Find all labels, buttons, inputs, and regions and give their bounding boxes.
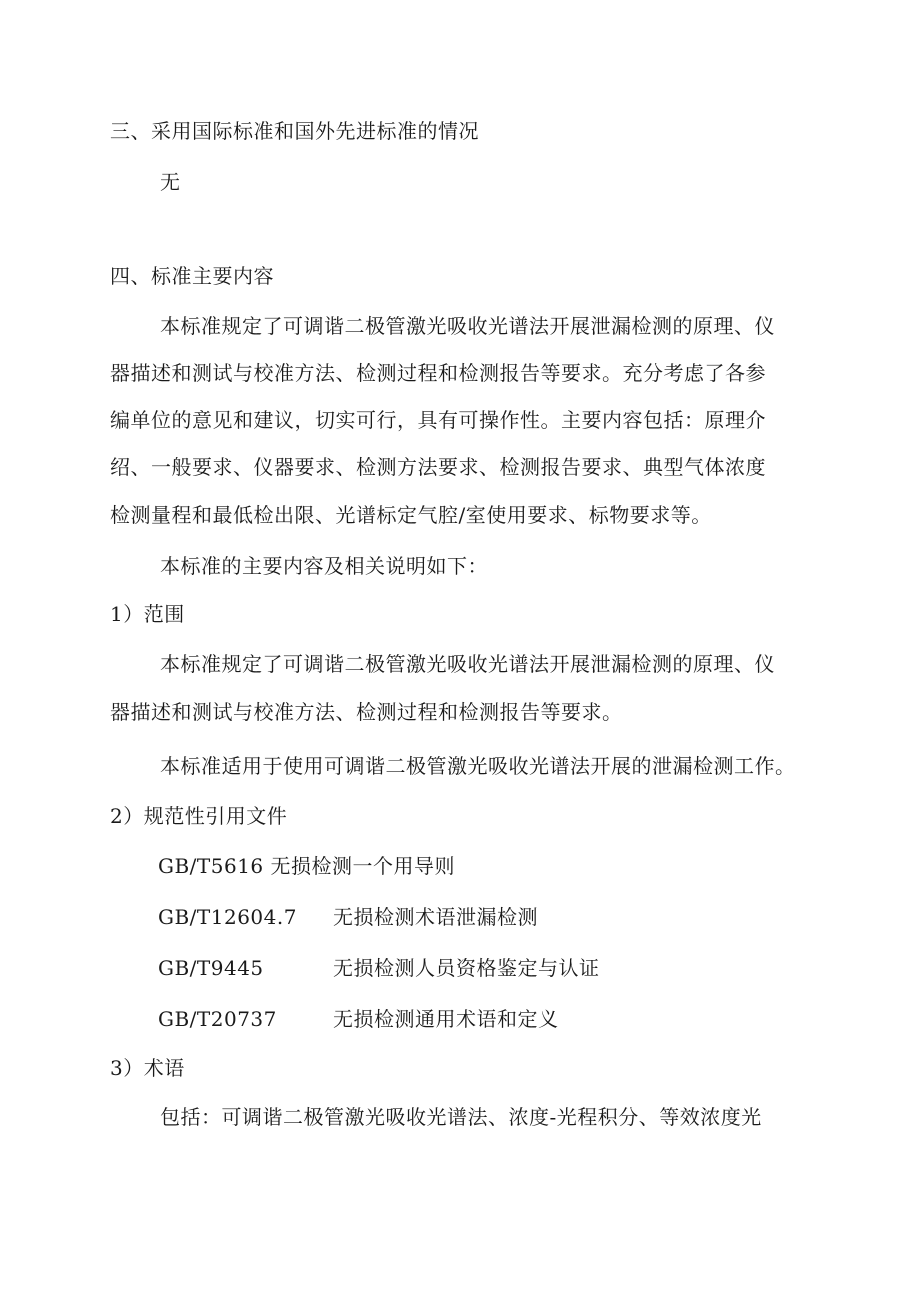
terms-heading: 3）术语 <box>110 1056 185 1080</box>
section3-heading: 三、采用国际标准和国外先进标准的情况 <box>110 119 479 143</box>
paragraph1-line-4: 绍、一般要求、仪器要求、检测方法要求、检测报告要求、典型气体浓度 <box>110 455 766 479</box>
reference-title: 无损检测人员资格鉴定与认证 <box>333 956 600 980</box>
paragraph1-line-2: 器描述和测试与校准方法、检测过程和检测报告等要求。充分考虑了各参 <box>110 361 766 385</box>
paragraph1-line-5: 检测量程和最低检出限、光谱标定气腔/室使用要求、标物要求等。 <box>110 503 712 527</box>
terms-content: 包括：可调谐二极管激光吸收光谱法、浓度-光程积分、等效浓度光 <box>160 1105 762 1129</box>
scope-heading: 1）范围 <box>110 602 185 626</box>
paragraph1-line-3: 编单位的意见和建议，切实可行，具有可操作性。主要内容包括：原理介 <box>110 408 766 432</box>
reference-item-2 <box>158 902 758 932</box>
reference-item-3 <box>158 953 758 983</box>
reference-code: GB/T20737 <box>158 1007 277 1031</box>
reference-code: GB/T9445 <box>158 956 264 980</box>
references-heading: 2）规范性引用文件 <box>110 804 288 828</box>
scope-applicability: 本标准适用于使用可调谐二极管激光吸收光谱法开展的泄漏检测工作。 <box>160 754 796 778</box>
reference-item-1: GB/T5616 无损检测一个用导则 <box>158 854 456 878</box>
reference-title: 无损检测术语泄漏检测 <box>333 905 538 929</box>
scope-line-1: 本标准规定了可调谐二极管激光吸收光谱法开展泄漏检测的原理、仪 <box>160 652 775 676</box>
paragraph2: 本标准的主要内容及相关说明如下： <box>160 554 488 578</box>
section3-content: 无 <box>160 170 181 194</box>
reference-title: 无损检测通用术语和定义 <box>333 1007 559 1031</box>
paragraph1-line-1: 本标准规定了可调谐二极管激光吸收光谱法开展泄漏检测的原理、仪 <box>160 314 775 338</box>
scope-line-2: 器描述和测试与校准方法、检测过程和检测报告等要求。 <box>110 700 623 724</box>
reference-item-4 <box>158 1004 758 1034</box>
reference-code: GB/T12604.7 <box>158 905 297 929</box>
section4-heading: 四、标准主要内容 <box>110 264 274 288</box>
